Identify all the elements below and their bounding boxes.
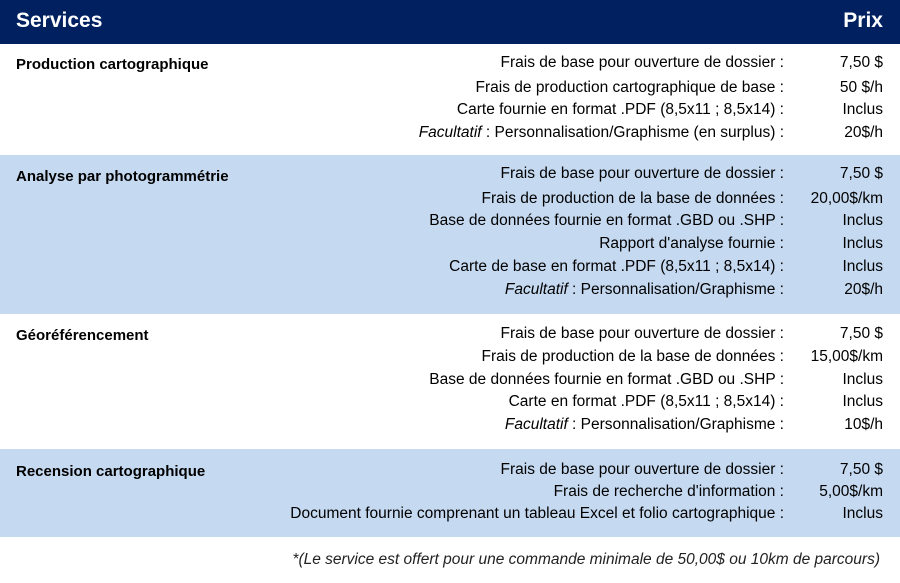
service-row [0, 483, 900, 505]
service-description: Facultatif : Personnalisation/Graphisme : [504, 416, 784, 433]
service-price: 7,50 $ [839, 54, 883, 71]
service-row [0, 190, 900, 212]
service-description: Frais de production de la base de données : [481, 190, 784, 207]
service-price: Inclus [842, 505, 883, 522]
service-price: Inclus [842, 235, 883, 252]
service-row [0, 393, 900, 415]
service-row [0, 235, 900, 257]
service-description: Frais de base pour ouverture de dossier : [500, 54, 784, 71]
header-services-label: Services [16, 9, 103, 32]
service-row [0, 124, 900, 146]
service-price: 7,50 $ [839, 461, 883, 478]
service-description: Rapport d'analyse fournie : [599, 235, 784, 252]
service-row [0, 101, 900, 123]
service-description: Facultatif : Personnalisation/Graphisme (en surplus) : [418, 124, 784, 141]
service-price: 20$/h [844, 281, 883, 298]
service-description: Frais de production de la base de données : [481, 348, 784, 365]
service-row [0, 258, 900, 280]
header-prix-label: Prix [843, 9, 883, 32]
service-price: 50 $/h [839, 79, 883, 96]
footnote: *(Le service est offert pour une commande minimale de 50,00$ ou 10km de parcours) [292, 551, 880, 568]
service-price: 5,00$/km [819, 483, 883, 500]
service-description: Facultatif : Personnalisation/Graphisme : [504, 281, 784, 298]
service-price: 7,50 $ [839, 325, 883, 342]
section-production-cartographique [0, 44, 900, 155]
service-price: Inclus [842, 371, 883, 388]
service-price: 20,00$/km [810, 190, 883, 207]
section-analyse-photogrammetrie [0, 155, 900, 314]
service-description: Frais de base pour ouverture de dossier : [500, 325, 784, 342]
section-title: Production cartographique [16, 56, 209, 73]
service-row [0, 505, 900, 527]
section-title: Géoréférencement [16, 327, 149, 344]
service-row [0, 165, 900, 187]
table-header [0, 0, 900, 44]
service-price: 20$/h [844, 124, 883, 141]
service-row [0, 416, 900, 438]
service-description: Carte en format .PDF (8,5x11 ; 8,5x14) : [508, 393, 784, 410]
service-description: Document fournie comprenant un tableau Excel et folio cartographique : [290, 505, 784, 522]
service-price: Inclus [842, 212, 883, 229]
section-georeferencement [0, 314, 900, 449]
service-price: Inclus [842, 393, 883, 410]
section-title: Analyse par photogrammétrie [16, 168, 229, 185]
service-description: Base de données fournie en format .GBD ou .SHP : [429, 371, 784, 388]
service-description: Frais de base pour ouverture de dossier : [500, 461, 784, 478]
service-description: Carte de base en format .PDF (8,5x11 ; 8,5x14) : [449, 258, 784, 275]
service-row [0, 371, 900, 393]
section-title: Recension cartographique [16, 463, 206, 480]
service-description: Frais de recherche d'information : [553, 483, 784, 500]
section-recension-cartographique [0, 449, 900, 537]
service-description: Carte fournie en format .PDF (8,5x11 ; 8,5x14) : [456, 101, 784, 118]
service-row [0, 212, 900, 234]
service-description: Base de données fournie en format .GBD ou .SHP : [429, 212, 784, 229]
service-description: Frais de base pour ouverture de dossier : [500, 165, 784, 182]
service-price: 15,00$/km [810, 348, 883, 365]
service-price: Inclus [842, 258, 883, 275]
service-row [0, 281, 900, 303]
service-price: 7,50 $ [839, 165, 883, 182]
service-row [0, 461, 900, 483]
service-price: 10$/h [844, 416, 883, 433]
service-description: Frais de production cartographique de base : [475, 79, 784, 96]
service-row [0, 325, 900, 347]
service-row [0, 54, 900, 76]
service-row [0, 79, 900, 101]
service-row [0, 348, 900, 370]
service-price: Inclus [842, 101, 883, 118]
